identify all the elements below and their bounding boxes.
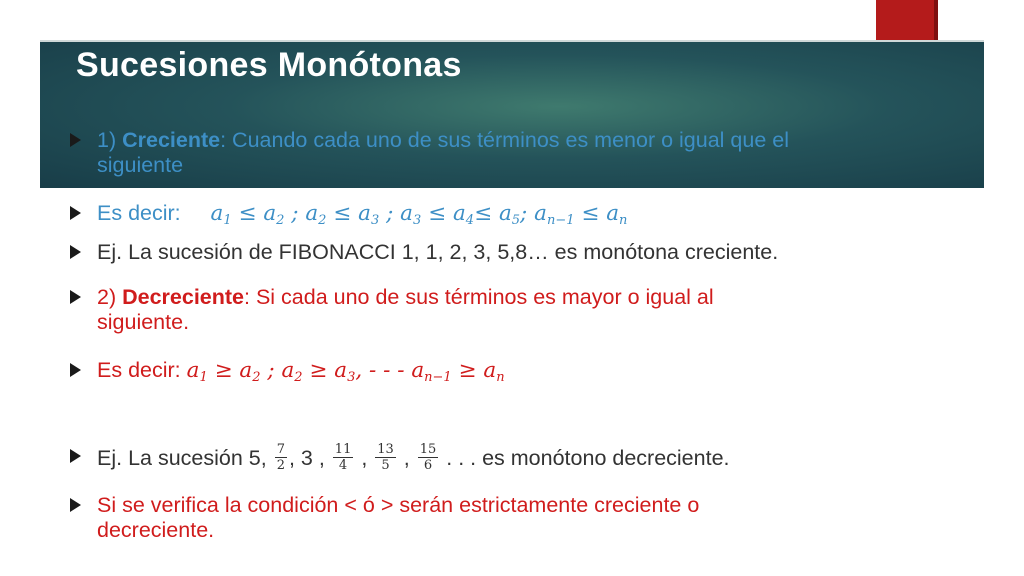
bullet-text: [97, 358, 505, 390]
item-bold: Decreciente: [122, 285, 244, 309]
inequality-chain: $a_1 \le a_2$ ; $a_2 \le a_3$ ; $a_3 \le a_4\le a_5$; $a_{n-1} \le a_n$: [210, 201, 628, 228]
bullet-arrow-icon: [70, 245, 81, 259]
title-band-line: [40, 40, 984, 42]
item-rest: : Si cada uno de sus términos es mayor o igual al: [244, 285, 714, 309]
item-bold: Creciente: [122, 128, 221, 152]
bullet-text: [97, 201, 627, 233]
fraction-13-5: $\frac{13}{5}$: [377, 442, 394, 473]
bullet-arrow-icon: [70, 133, 81, 147]
slide-title: Sucesiones Monótonas: [76, 46, 462, 84]
bullet-text: Ej. La sucesión 5, $\frac{7}{2}$ , 3 , $\frac{11}{4}$ , $\frac{13}{5}$ , $\frac{15}{6}$ . . . es monótono decreciente.: [97, 442, 730, 473]
item-line2: siguiente: [97, 153, 184, 177]
item-prefix: 2): [97, 285, 123, 309]
bullet-text: Ej. La sucesión de FIBONACCI 1, 1, 2, 3, 5,8… es monótona creciente.: [97, 240, 779, 264]
item-label: Es decir:: [97, 358, 187, 382]
item-prefix: 1): [97, 128, 123, 152]
bullet-arrow-icon: [70, 449, 81, 463]
bullet-arrow-icon: [70, 363, 81, 377]
bullet-text: [97, 128, 789, 178]
fraction-7-2: $\frac{7}{2}$: [276, 442, 285, 473]
bullet-text: [97, 493, 699, 543]
fraction-15-6: $\frac{15}{6}$: [419, 442, 437, 473]
item-line2: decreciente.: [97, 518, 215, 542]
bullet-arrow-icon: [70, 290, 81, 304]
item-label: Es decir:: [97, 201, 181, 225]
inequality-chain: $a_1 \ge a_2$ ; $a_2 \ge a_3$, - - - $a_{n-1} \ge a_n$: [186, 358, 505, 385]
item-rest: : Cuando cada uno de sus términos es menor o igual que el: [220, 128, 790, 152]
fraction-11-4: $\frac{11}{4}$: [334, 442, 352, 473]
bullet-arrow-icon: [70, 498, 81, 512]
bullet-arrow-icon: [70, 206, 81, 220]
bullet-text: [97, 285, 714, 335]
item-line1: Si se verifica la condición < ó > serán estrictamente creciente o: [97, 493, 700, 517]
item-line2: siguiente.: [97, 310, 190, 334]
